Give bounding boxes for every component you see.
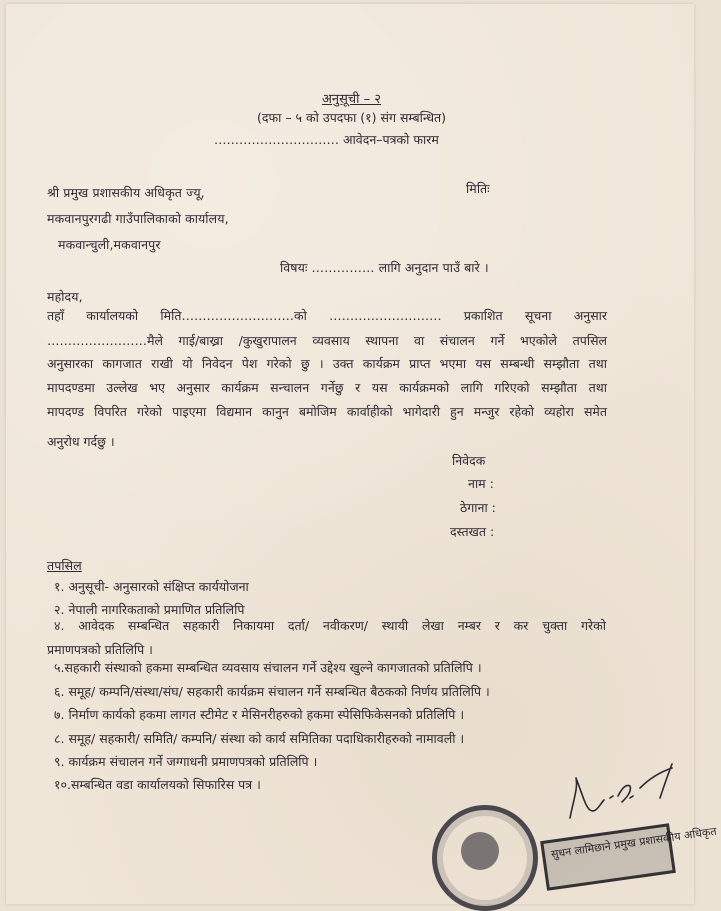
body-line-3: अनुसारका कागजात राखी यो निवेदन पेश गरेको छु । उक्त कार्यक्रम प्राप्त भएमा यस सम्बन्धी सम्झौता तथा <box>47 356 607 371</box>
annex-item: ७. निर्माण कार्यको हकमा लागत स्टीमेट र मेसिनरीहरुको हकमा स्पेसिफिकेसनको प्रतिलिपि । <box>54 707 465 722</box>
official-stamp-text: सुधन लामिछाने प्रमुख प्रशासकीय अधिकृत <box>550 824 718 861</box>
body-line-5: मापदण्ड विपरित गरेको पाइएमा विद्यमान कानुन बमोजिम कार्वाहीको भागेदारी हुन मन्जुर रहेको व्यहोरा समेत <box>47 404 607 419</box>
annex-item: १०.सम्बन्धित वडा कार्यालयको सिफारिस पत्र । <box>54 777 261 792</box>
annex-item: ९. कार्यक्रम संचालन गर्ने जग्गाधनी प्रमाणपत्रको प्रतिलिपि । <box>54 754 318 769</box>
document-title: अनुसूची – २ <box>321 92 382 107</box>
addressee-line-2: मकवानपुरगढी गाउँपालिकाको कार्यालय, <box>47 211 229 226</box>
annex-item: ६. समूह/ कम्पनि/संस्था/संघ/ सहकारी कार्यक्रम संचालन गर्ने सम्बन्धित बैठकको निर्णय प्रतिलिपि । <box>54 684 490 699</box>
document-subtitle: (दफा – ५ को उपदफा (१) संग सम्बन्धित) <box>256 110 447 125</box>
annex-item: प्रमाणपत्रको प्रतिलिपि । <box>47 642 153 657</box>
applicant-label: निवेदक <box>452 453 486 468</box>
annex-item: १. अनुसूची- अनुसारको संक्षिप्त कार्ययोजना <box>54 579 249 594</box>
signature-label: दस्तखत : <box>450 524 495 539</box>
annex-item: ८. समूह/ सहकारी/ समिति/ कम्पनि/ संस्था को कार्य समितिका पदाधिकारीहरुको नामावली । <box>54 731 465 746</box>
salutation: महोदय, <box>47 289 83 304</box>
name-label: नाम : <box>468 476 494 491</box>
subject-line: विषयः …………… लागि अनुदान पाउँ बारे । <box>280 260 489 275</box>
addressee-line-1: श्री प्रमुख प्रशासकीय अधिकृत ज्यू, <box>47 185 205 200</box>
body-line-1: तहाँ कार्यालयको मिति………………………को ……………………… प्रकाशित सूचना अनुसार <box>47 308 607 323</box>
annex-item: ५.सहकारी संस्थाको हकमा सम्बन्धित व्यवसाय संचालन गर्ने उद्देश्य खुल्ने कागजातको प्रतिलिपि । <box>54 660 482 675</box>
body-line-6: अनुरोध गर्दछु । <box>47 434 115 449</box>
body-line-2: ……………………मैले गाई/बाख्रा /कुखुरापालन व्यवसाय स्थापना वा संचालन गर्ने भएकोले तपसिल <box>47 333 607 348</box>
address-label: ठेगाना : <box>460 500 496 515</box>
body-line-4: मापदण्डमा उल्लेख भए अनुसार कार्यक्रम सन्चालन गर्नेछु र यस कार्यक्रमको लागि गरिएको सम्झौता तथा <box>47 380 607 395</box>
round-office-seal <box>432 805 538 911</box>
annex-heading: तपसिल <box>47 558 82 573</box>
annex-item: २. नेपाली नागरिकताको प्रमाणित प्रतिलिपि <box>54 602 245 617</box>
addressee-line-3: मकवान्चुली,मकवानपुर <box>58 237 161 252</box>
handwritten-signature <box>560 758 690 838</box>
annex-item: ४. आवेदक सम्बन्धित सहकारी निकायमा दर्ता/ नवीकरण/ स्थायी लेखा नम्बर र कर चुक्ता गरेको <box>54 618 606 633</box>
form-name: ………………………… आवेदन–पत्रको फारम <box>214 132 439 147</box>
date-label: मितिः <box>466 181 490 196</box>
